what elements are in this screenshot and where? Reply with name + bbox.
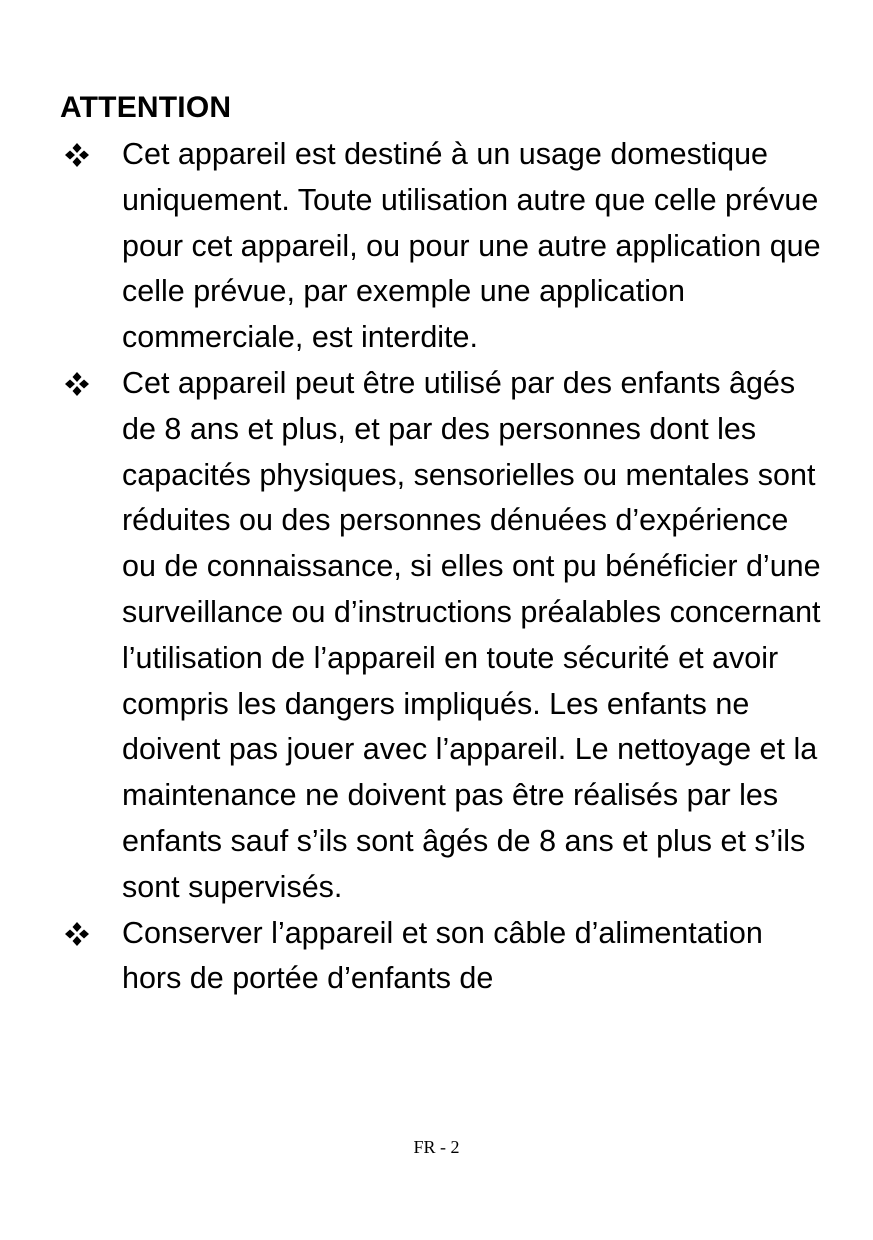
list-item <box>60 911 830 1003</box>
list-item-text: Conserver l’appareil et son câble d’alimentation hors de portée d’enfants de <box>122 915 763 996</box>
list-item-text: Cet appareil est destiné à un usage domestique uniquement. Toute utilisation autre que celle prévue pour cet appareil, ou pour une autre application que celle prévue, par exemple une application commerciale, est interdite. <box>122 137 821 355</box>
four-diamond-bullet-icon <box>64 142 90 168</box>
section-heading: ATTENTION <box>60 91 232 124</box>
list-item <box>60 361 830 911</box>
four-diamond-bullet-icon <box>64 371 90 397</box>
page-number: FR - 2 <box>413 1137 460 1157</box>
four-diamond-bullet-icon <box>64 921 90 947</box>
list-item-text: Cet appareil peut être utilisé par des enfants âgés de 8 ans et plus, et par des personnes dont les capacités physiques, sensorielles ou mentales sont réduites ou des personnes dénuées d’expérience ou de connaissance, si elles ont pu bénéficier d’une surveillance ou d’instructions préalables concernant l’utilisation de l’appareil en toute sécurité et avoir compris les dangers impliqués. Les enfants ne doivent pas jouer avec l’appareil. Le nettoyage et la maintenance ne doivent pas être réalisés par les enfants sauf s’ils sont âgés de 8 ans et plus et s’ils sont supervisés. <box>122 365 821 904</box>
list-item <box>60 132 830 361</box>
warning-list <box>60 132 830 1002</box>
